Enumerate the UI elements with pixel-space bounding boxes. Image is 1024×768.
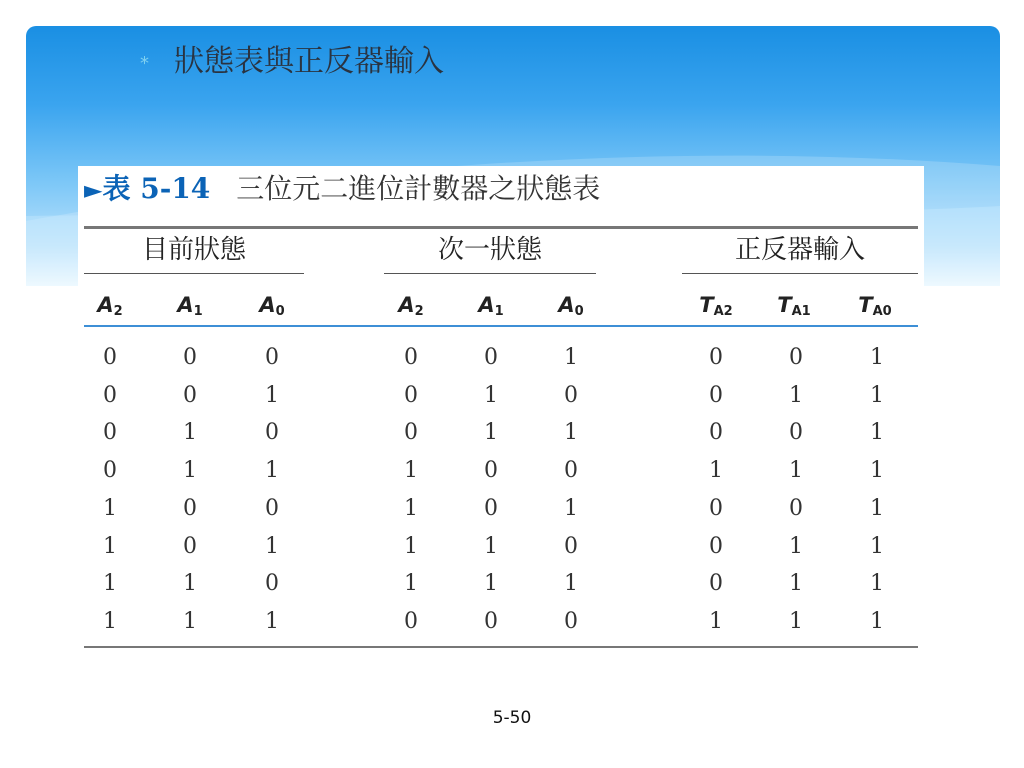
table-cell: 0 <box>265 420 279 445</box>
column-header: $A_1$ <box>478 293 504 319</box>
table-cell: 0 <box>709 571 723 596</box>
table-cell: 0 <box>484 496 498 521</box>
table-cell: 0 <box>183 345 197 370</box>
table-cell: 1 <box>789 609 803 634</box>
group-rule-current-state <box>84 273 304 274</box>
table-cell: 1 <box>404 571 418 596</box>
column-header: $T_{A2}$ <box>699 293 733 319</box>
table-cell: 1 <box>870 496 884 521</box>
table-cell: 0 <box>265 496 279 521</box>
table-cell: 0 <box>103 458 117 483</box>
table-cell: 1 <box>484 420 498 445</box>
table-cell: 1 <box>870 609 884 634</box>
table-cell: 0 <box>709 420 723 445</box>
table-cell: 1 <box>404 534 418 559</box>
table-bottom-rule <box>84 646 918 648</box>
table-cell: 1 <box>789 383 803 408</box>
table-caption <box>84 168 600 210</box>
table-cell: 1 <box>265 458 279 483</box>
table-cell: 1 <box>265 383 279 408</box>
table-cell: 1 <box>265 609 279 634</box>
table-cell: 0 <box>709 534 723 559</box>
table-cell: 1 <box>484 534 498 559</box>
table-cell: 0 <box>404 420 418 445</box>
table-cell: 1 <box>265 534 279 559</box>
table-cell: 0 <box>564 383 578 408</box>
table-top-rule <box>84 226 918 229</box>
table-cell: 1 <box>484 383 498 408</box>
table-cell: 0 <box>404 383 418 408</box>
table-cell: 0 <box>265 345 279 370</box>
table-cell: 0 <box>709 345 723 370</box>
page-number: 5-50 <box>492 708 532 728</box>
table-cell: 1 <box>404 458 418 483</box>
table-cell: 0 <box>484 609 498 634</box>
table-cell: 1 <box>103 571 117 596</box>
column-header: $A_0$ <box>558 293 584 319</box>
table-cell: 1 <box>103 609 117 634</box>
caption-marker-icon: ► <box>84 176 103 204</box>
table-cell: 1 <box>564 345 578 370</box>
table-cell: 0 <box>103 383 117 408</box>
table-cell: 1 <box>404 496 418 521</box>
table-cell: 0 <box>404 609 418 634</box>
table-cell: 0 <box>103 345 117 370</box>
table-cell: 1 <box>709 609 723 634</box>
table-cell: 1 <box>564 420 578 445</box>
table-cell: 1 <box>870 383 884 408</box>
table-cell: 1 <box>709 458 723 483</box>
column-header: $A_2$ <box>97 293 123 319</box>
table-cell: 0 <box>484 345 498 370</box>
table-cell: 1 <box>103 496 117 521</box>
table-cell: 1 <box>870 534 884 559</box>
table-cell: 1 <box>564 571 578 596</box>
table-cell: 1 <box>484 571 498 596</box>
column-header: $T_{A1}$ <box>777 293 811 319</box>
slide-title: 狀態表與正反器輸入 <box>174 44 444 79</box>
table-cell: 0 <box>183 534 197 559</box>
group-heading-current-state: 目前狀態 <box>141 235 246 265</box>
table-cell: 0 <box>789 496 803 521</box>
table-cell: 1 <box>870 420 884 445</box>
table-cell: 1 <box>789 458 803 483</box>
table-cell: 0 <box>183 383 197 408</box>
table-cell: 1 <box>183 420 197 445</box>
table-cell: 1 <box>870 458 884 483</box>
caption-title: 三位元二進位計數器之狀態表 <box>236 172 601 205</box>
title-bullet-icon: * <box>140 53 149 74</box>
table-cell: 0 <box>484 458 498 483</box>
caption-number: 表 5-14 <box>102 172 211 205</box>
table-cell: 1 <box>183 571 197 596</box>
table-cell: 0 <box>404 345 418 370</box>
column-header: $T_{A0}$ <box>858 293 892 319</box>
column-header: $A_2$ <box>398 293 424 319</box>
table-cell: 1 <box>564 496 578 521</box>
table-cell: 1 <box>870 571 884 596</box>
table-cell: 0 <box>564 534 578 559</box>
table-cell: 0 <box>183 496 197 521</box>
table-cell: 0 <box>709 496 723 521</box>
column-header: $A_1$ <box>177 293 203 319</box>
table-cell: 0 <box>265 571 279 596</box>
group-rule-next-state <box>384 273 596 274</box>
table-cell: 0 <box>789 420 803 445</box>
column-header: $A_0$ <box>259 293 285 319</box>
header-rule <box>84 325 918 327</box>
group-rule-flipflop-inputs <box>682 273 918 274</box>
table-cell: 0 <box>789 345 803 370</box>
group-heading-next-state: 次一狀態 <box>437 235 542 265</box>
table-cell: 1 <box>183 609 197 634</box>
table-cell: 0 <box>103 420 117 445</box>
table-cell: 0 <box>564 609 578 634</box>
table-cell: 1 <box>103 534 117 559</box>
table-cell: 1 <box>789 571 803 596</box>
table-cell: 0 <box>564 458 578 483</box>
table-cell: 0 <box>709 383 723 408</box>
table-cell: 1 <box>789 534 803 559</box>
table-cell: 1 <box>870 345 884 370</box>
table-cell: 1 <box>183 458 197 483</box>
group-heading-flipflop-inputs: 正反器輸入 <box>734 235 865 265</box>
